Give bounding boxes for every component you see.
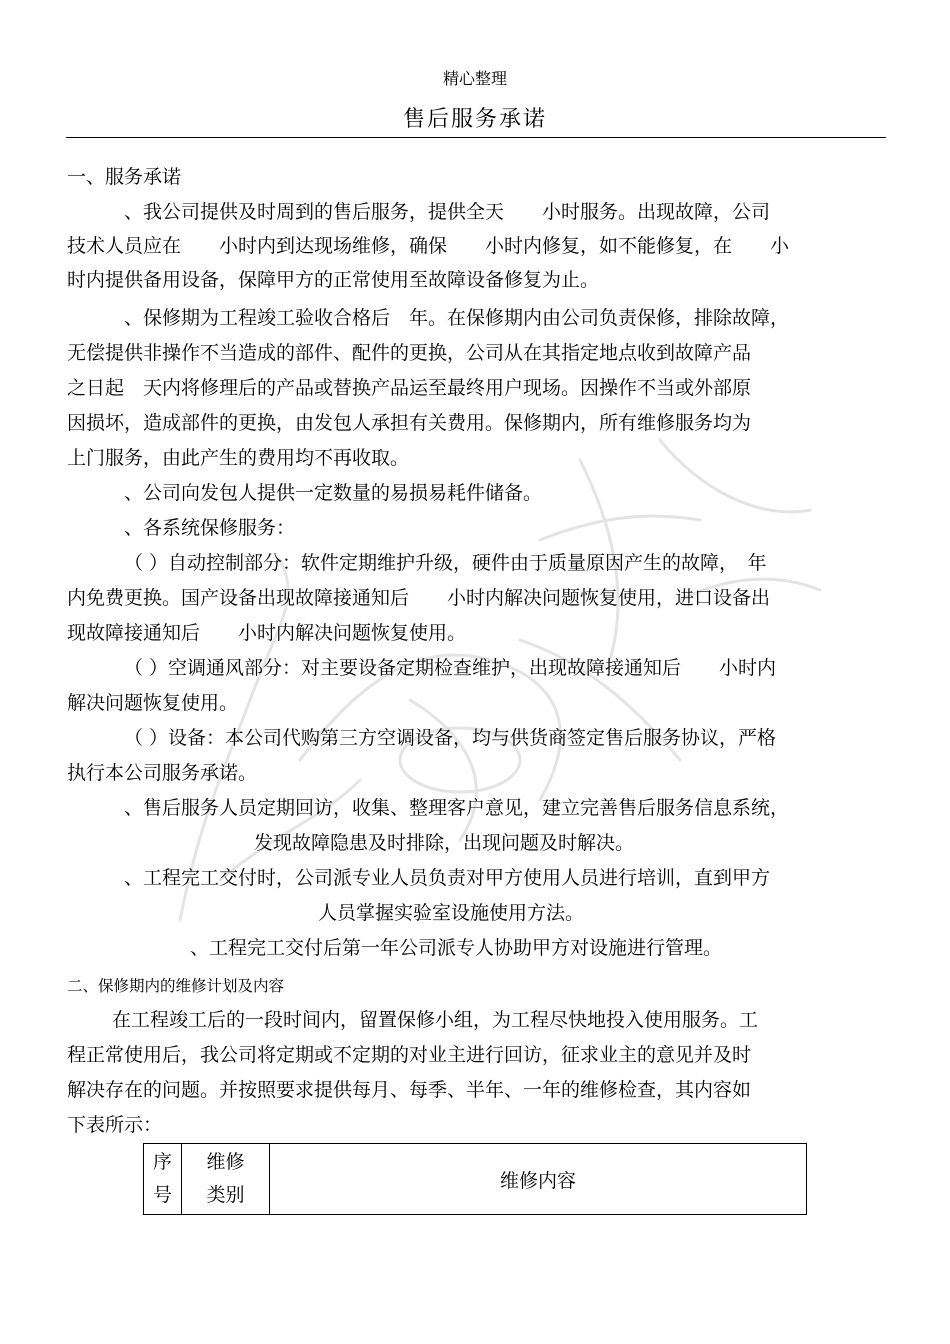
paragraph-line: 上门服务，由此产生的费用均不再收取。 [67,447,410,469]
paragraph-line: 、各系统保修服务： [124,517,296,539]
paragraph-line: （ ）自动控制部分：软件定期维护升级，硬件由于质量原因产生的故障， 年 [124,552,767,574]
paragraph-line: 在工程竣工后的一段时间内，留置保修小组，为工程尽快地投入使用服务。工 [112,1009,759,1031]
section-heading-2: 二、保修期内的维修计划及内容 [67,977,285,995]
paragraph-line: 之日起 天内将修理后的产品或替换产品运至最终用户现场。因操作不当或外部原 [67,377,752,399]
paragraph-line: 、我公司提供及时周到的售后服务，提供全天 小时服务。出现故障，公司 [124,201,771,223]
paragraph-line: 因损坏，造成部件的更换，由发包人承担有关费用。保修期内，所有维修服务均为 [67,412,752,434]
paragraph-line: 解决问题恢复使用。 [67,692,239,714]
table-header-text: 号 [152,1184,172,1206]
paragraph-line: 无偿提供非操作不当造成的部件、配件的更换，公司从在其指定地点收到故障产品 [67,342,752,364]
table-header-index [144,1144,182,1214]
paragraph-line: 程正常使用后，我公司将定期或不定期的对业主进行回访，征求业主的意见并及时 [67,1044,752,1066]
document-title: 售后服务承诺 [402,107,547,132]
paragraph-line: 下表所示： [67,1114,163,1136]
paragraph-line: 、售后服务人员定期回访，收集、整理客户意见，建立完善售后服务信息系统， [124,797,790,819]
page-header: 精心整理 [442,69,507,88]
table-header-text: 类别 [206,1184,245,1206]
paragraph-line: 、公司向发包人提供一定数量的易损易耗件储备。 [124,482,543,504]
table-header-text: 序 [152,1151,172,1173]
paragraph-line: （ ）设备：本公司代购第三方空调设备，均与供货商签定售后服务协议，严格 [124,727,777,749]
paragraph-line: 技术人员应在 小时内到达现场维修，确保 小时内修复，如不能修复，在 小 [67,235,790,257]
paragraph-line: 解决存在的问题。并按照要求提供每月、每季、半年、一年的维修检查，其内容如 [67,1079,752,1101]
section-heading-1: 一、服务承诺 [67,166,182,188]
paragraph-line: 人员掌握实验室设施使用方法。 [318,902,585,924]
table-header-text: 维修内容 [499,1169,576,1192]
title-divider [66,137,886,138]
paragraph-line: 、保修期为工程竣工验收合格后 年。在保修期内由公司负责保修，排除故障， [124,307,790,329]
paragraph-line: 内免费更换。国产设备出现故障接通知后 小时内解决问题恢复使用，进口设备出 [67,587,771,609]
table-header-type [182,1144,270,1214]
paragraph-line: 时内提供备用设备，保障甲方的正常使用至故障设备修复为止。 [67,269,600,291]
paragraph-line: 现故障接通知后 小时内解决问题恢复使用。 [67,622,467,644]
maintenance-table [143,1143,807,1215]
paragraph-line: 、工程完工交付后第一年公司派专人协助甲方对设施进行管理。 [190,937,723,959]
table-header-text: 维修 [206,1151,245,1173]
paragraph-line: 、工程完工交付时，公司派专业人员负责对甲方使用人员进行培训，直到甲方 [124,867,771,889]
paragraph-line: 执行本公司服务承诺。 [67,762,258,784]
paragraph-line: （ ）空调通风部分：对主要设备定期检查维护，出现故障接通知后 小时内 [124,657,777,679]
paragraph-line: 发现故障隐患及时排除，出现问题及时解决。 [254,832,635,854]
table-header-content [270,1144,806,1214]
